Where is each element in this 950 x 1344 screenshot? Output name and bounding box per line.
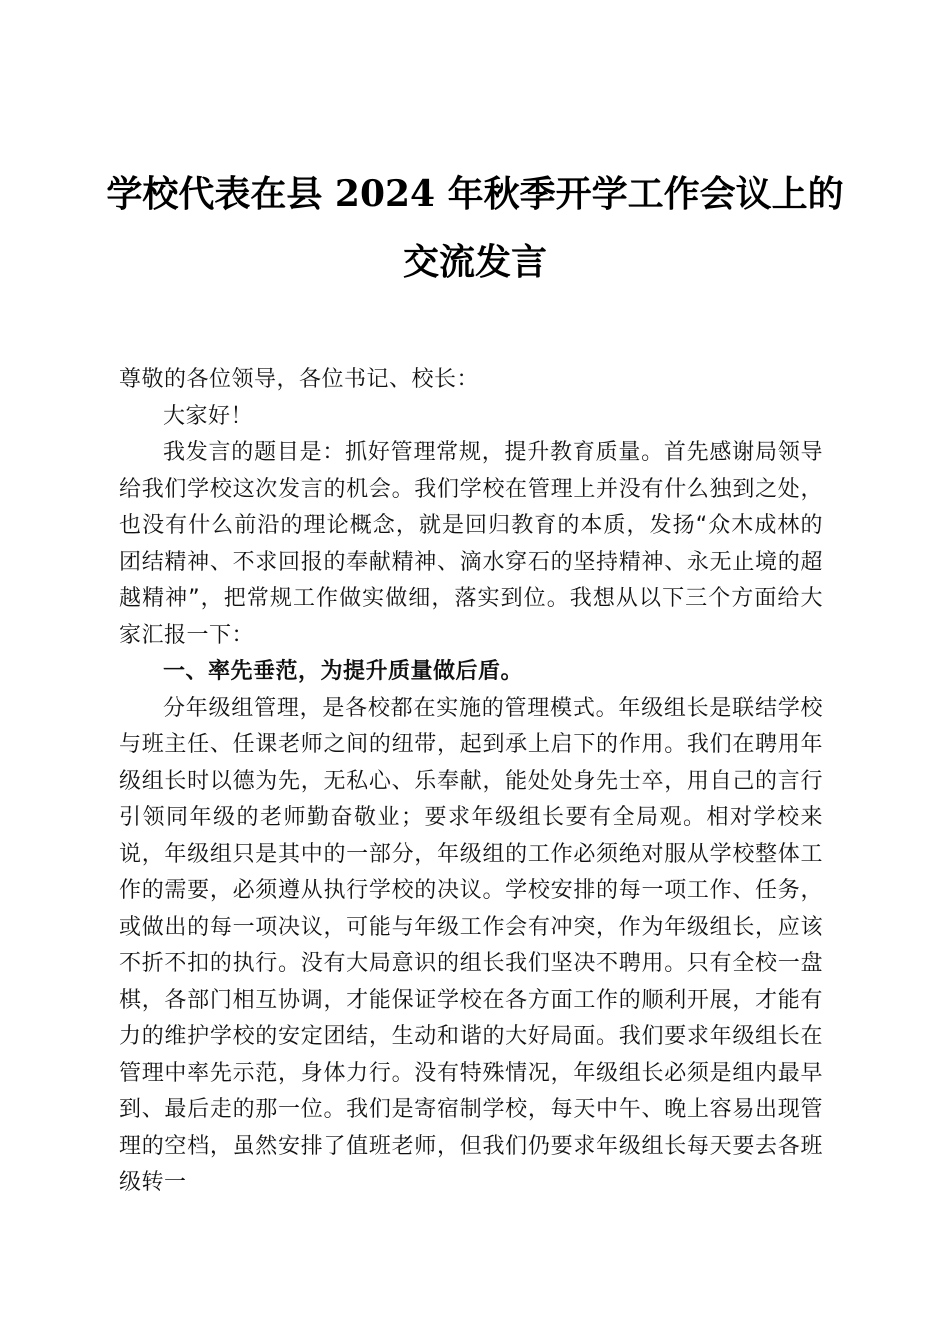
paragraph-intro: 我发言的题目是：抓好管理常规，提升教育质量。首先感谢局领导给我们学校这次发言的机会。我们学校在管理上并没有什么独到之处，也没有什么前沿的理论概念，就是回归教育的本质，发扬“众木成林的团结精神、不求回报的奉献精神、滴水穿石的坚持精神、永无止境的超越精神”，把常规工作做实做细，落实到位。我想从以下三个方面给大家汇报一下： xyxy=(119,440,823,648)
document-body xyxy=(119,362,823,1202)
section-heading-1: 一、率先垂范，为提升质量做后盾。 xyxy=(163,659,524,684)
greeting: 大家好！ xyxy=(163,403,254,429)
paragraph-section-1: 分年级组管理，是各校都在实施的管理模式。年级组长是联结学校与班主任、任课老师之间的纽带，起到承上启下的作用。我们在聘用年级组长时以德为先，无私心、乐奉献，能处处身先士卒，用自己的言行引领同年级的老师勤奋敬业；要求年级组长要有全局观。相对学校来说，年级组只是其中的一部分，年级组的工作必须绝对服从学校整体工作的需要，必须遵从执行学校的决议。学校安排的每一项工作、任务，或做出的每一项决议，可能与年级工作会有冲突，作为年级组长，应该不折不扣的执行。没有大局意识的组长我们坚决不聘用。只有全校一盘棋，各部门相互协调，才能保证学校在各方面工作的顺利开展，才能有力的维护学校的安定团结，生动和谐的大好局面。我们要求年级组长在管理中率先示范，身体力行。没有特殊情况，年级组长必须是组内最早到、最后走的那一位。我们是寄宿制学校，每天中午、晚上容易出现管理的空档，虽然安排了值班老师，但我们仍要求年级组长每天要去各班级转一 xyxy=(119,695,823,1195)
salutation: 尊敬的各位领导，各位书记、校长： xyxy=(119,367,480,392)
document-title-line-2: 交流发言 xyxy=(402,241,547,283)
document-title-line-1: 学校代表在县 2024 年秋季开学工作会议上的 xyxy=(106,173,844,215)
